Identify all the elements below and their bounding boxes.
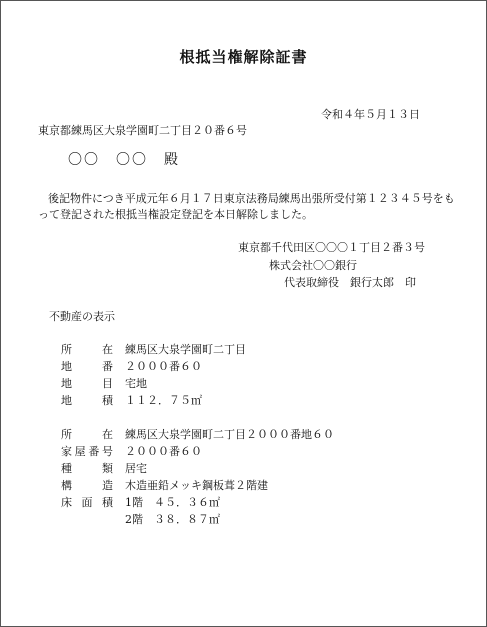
land-lot-row [61,360,202,374]
document-title: 根抵当権解除証書 [179,48,308,66]
land-category-label: 地目 [61,377,113,390]
building-location-row [61,428,334,442]
building-floor-area-label: 床面積 [61,496,113,509]
building-type-row [61,462,147,476]
issuer-address: 東京都千代田区〇〇〇１丁目２番３号 [238,241,425,254]
recipient-name: 〇〇 〇〇 殿 [68,152,180,168]
building-location-value: 練馬区大泉学園町二丁目２０００番地６０ [125,428,334,441]
building-structure-value: 木造亜鉛メッキ鋼板葺２階建 [125,479,268,492]
issue-date: 令和４年５月１３日 [321,108,420,121]
land-area-label: 地積 [61,394,113,407]
building-house-no-label: 家屋番号 [61,445,113,458]
land-area-row [61,394,202,408]
building-location-label: 所在 [61,428,113,441]
issuer-representative: 代表取締役 銀行太郎 印 [284,276,416,289]
property-heading: 不動産の表示 [49,310,115,323]
building-floor-area-row [61,496,220,510]
issuer-company: 株式会社〇〇銀行 [269,259,357,272]
land-location-row [61,343,246,357]
land-lot-value: ２０００番６０ [125,360,202,373]
building-structure-row [61,479,268,493]
building-structure-label: 構造 [61,479,113,492]
body-line-2: って登記された根抵当権設定登記を本日解除しました。 [38,208,313,221]
land-lot-label: 地番 [61,360,113,373]
building-floor1-value: 1階 ４５．３６㎡ [125,496,220,509]
building-house-no-value: ２０００番６０ [125,445,202,458]
land-category-row [61,377,147,391]
building-type-label: 種類 [61,462,113,475]
building-house-no-row [61,445,202,459]
recipient-address: 東京都練馬区大泉学園町二丁目２０番６号 [38,124,247,137]
building-type-value: 居宅 [125,462,147,475]
body-line-1: 後記物件につき平成元年６月１７日東京法務局練馬出張所受付第１２３４５号をも [48,192,455,205]
land-location-label: 所在 [61,343,113,356]
land-location-value: 練馬区大泉学園町二丁目 [125,343,246,356]
land-category-value: 宅地 [125,377,147,390]
land-area-value: １１２．７５㎡ [125,394,202,407]
building-floor2-value: 2階 ３８．８７㎡ [125,513,220,526]
